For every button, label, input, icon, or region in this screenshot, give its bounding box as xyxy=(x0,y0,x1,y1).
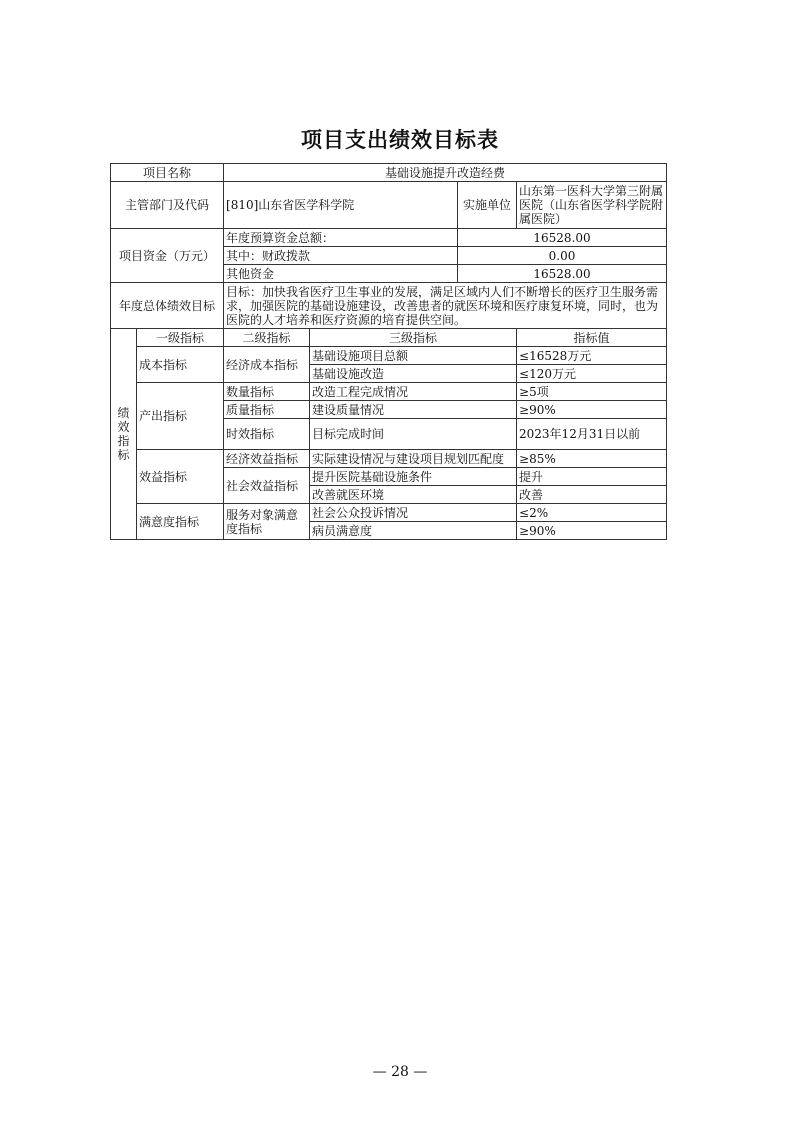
level1-cell: 效益指标 xyxy=(137,450,224,504)
level3-cell: 病员满意度 xyxy=(310,522,517,540)
funds-row-value: 16528.00 xyxy=(458,265,667,283)
table-row xyxy=(111,182,667,229)
level1-cell: 成本指标 xyxy=(137,347,224,383)
indicator-value: ≥85% xyxy=(517,450,667,468)
level3-cell: 改造工程完成情况 xyxy=(310,383,517,401)
level3-cell: 建设质量情况 xyxy=(310,401,517,419)
indicator-value: 提升 xyxy=(517,468,667,486)
level2-cell: 数量指标 xyxy=(224,383,310,401)
table-row xyxy=(111,347,667,365)
table-row xyxy=(111,283,667,329)
annual-goal-text: 目标：加快我省医疗卫生事业的发展，满足区域内人们不断增长的医疗卫生服务需求，加强医院的基础设施建设，改善患者的就医环境和医疗康复环境，同时，也为医院的人才培养和医疗资源的培育提供空间。 xyxy=(224,283,667,329)
table-row xyxy=(111,504,667,522)
table-row xyxy=(111,164,667,182)
level2-cell: 经济成本指标 xyxy=(224,347,310,383)
project-name-label: 项目名称 xyxy=(111,164,224,182)
indicator-value: 改善 xyxy=(517,486,667,504)
funds-row-label: 其他资金 xyxy=(224,265,458,283)
table-row xyxy=(111,383,667,401)
level3-cell: 提升医院基础设施条件 xyxy=(310,468,517,486)
level2-cell: 服务对象满意度指标 xyxy=(224,504,310,540)
level1-cell: 产出指标 xyxy=(137,383,224,450)
level3-cell: 目标完成时间 xyxy=(310,419,517,450)
funds-label: 项目资金（万元） xyxy=(111,229,224,283)
level3-cell: 实际建设情况与建设项目规划匹配度 xyxy=(310,450,517,468)
side-char: 标 xyxy=(117,448,130,462)
level3-cell: 改善就医环境 xyxy=(310,486,517,504)
indicator-value: 2023年12月31日以前 xyxy=(517,419,667,450)
page-title: 项目支出绩效目标表 xyxy=(301,128,499,152)
indicator-value: ≥5项 xyxy=(517,383,667,401)
header-level2: 二级指标 xyxy=(224,329,310,347)
table-row xyxy=(111,450,667,468)
level1-cell: 满意度指标 xyxy=(137,504,224,540)
header-level1: 一级指标 xyxy=(137,329,224,347)
funds-row-value: 0.00 xyxy=(458,247,667,265)
side-char: 指 xyxy=(117,434,130,448)
dept-label: 主管部门及代码 xyxy=(111,182,224,229)
indicator-value: ≥90% xyxy=(517,522,667,540)
funds-row-label: 年度预算资金总额： xyxy=(224,229,458,247)
header-value: 指标值 xyxy=(517,329,667,347)
indicator-value: ≤2% xyxy=(517,504,667,522)
performance-target-table xyxy=(110,163,667,540)
indicator-value: ≥90% xyxy=(517,401,667,419)
side-char: 绩 xyxy=(117,406,130,420)
dept-value: [810]山东省医学科学院 xyxy=(224,182,458,229)
indicator-value: ≤16528万元 xyxy=(517,347,667,365)
indicator-value: ≤120万元 xyxy=(517,365,667,383)
indicators-side-label xyxy=(111,329,137,540)
table-row xyxy=(111,229,667,247)
level2-cell: 经济效益指标 xyxy=(224,450,310,468)
level2-cell: 社会效益指标 xyxy=(224,468,310,504)
page-number: — 28 — xyxy=(372,1064,428,1080)
level2-cell: 时效指标 xyxy=(224,419,310,450)
impl-unit-label: 实施单位 xyxy=(458,182,517,229)
funds-row-label: 其中：财政拨款 xyxy=(224,247,458,265)
table-row xyxy=(111,329,667,347)
level3-cell: 基础设施改造 xyxy=(310,365,517,383)
side-char: 效 xyxy=(117,420,130,434)
level2-cell: 质量指标 xyxy=(224,401,310,419)
header-level3: 三级指标 xyxy=(310,329,517,347)
project-name-value: 基础设施提升改造经费 xyxy=(224,164,667,182)
impl-unit-value: 山东第一医科大学第三附属医院（山东省医学科学院附属医院） xyxy=(517,182,667,229)
annual-goal-label: 年度总体绩效目标 xyxy=(111,283,224,329)
level3-cell: 社会公众投诉情况 xyxy=(310,504,517,522)
funds-row-value: 16528.00 xyxy=(458,229,667,247)
level3-cell: 基础设施项目总额 xyxy=(310,347,517,365)
